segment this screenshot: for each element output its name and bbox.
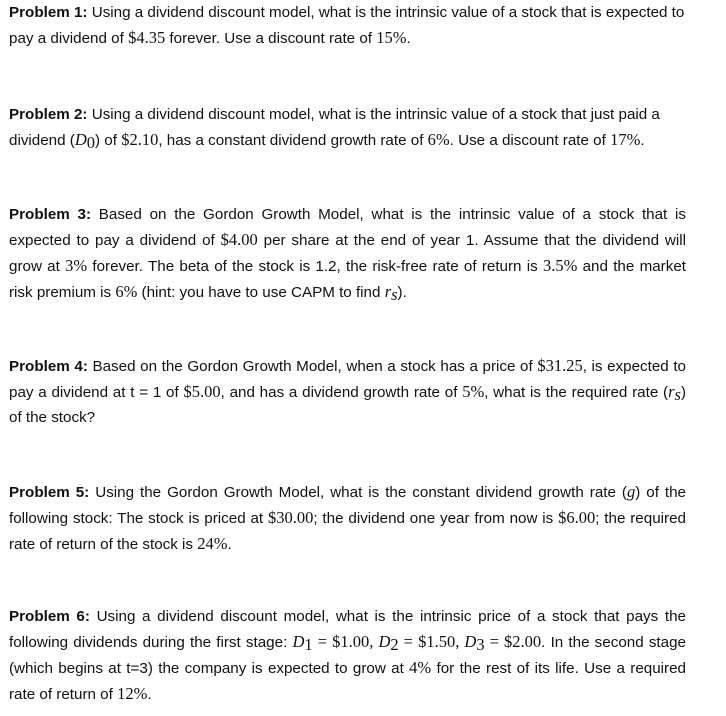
problem-6-d3-value: = $2.00 xyxy=(484,632,542,651)
problem-2-amount: $2.10 xyxy=(121,130,159,149)
problem-5-amount: $6.00 xyxy=(558,508,596,527)
problem-2-text: . Use a discount rate of xyxy=(449,132,611,149)
problem-6 xyxy=(9,604,686,707)
problem-3-text: forever. The beta of the stock is 1.2, the risk-free rate of return is xyxy=(87,258,543,275)
problem-3-symbol: r xyxy=(384,282,392,301)
problem-1-rate: 15% xyxy=(376,28,407,47)
problem-2-symbol: D xyxy=(74,130,87,149)
problem-3-risk-free: 3.5% xyxy=(542,256,578,275)
problem-3-growth: 3% xyxy=(65,256,88,275)
problem-4-text: ) of the stock? xyxy=(9,384,686,426)
problem-1-amount: $4.35 xyxy=(128,28,166,47)
problem-6-label: Problem 6: xyxy=(9,608,90,625)
problem-3 xyxy=(9,202,686,305)
problem-3-text: Based on the Gordon Growth Model, what is the intrinsic value of a stock that is expected to pay a dividend of xyxy=(9,206,686,249)
problem-5-text: Using the Gordon Growth Model, what is the constant dividend growth rate ( xyxy=(89,484,627,501)
problem-5-text: . xyxy=(227,536,232,553)
problem-1-text: Using a dividend discount model, what is the intrinsic value of a stock that is expected to pay a dividend of xyxy=(9,4,685,47)
problem-5-symbol: g xyxy=(626,482,636,501)
problem-3-premium: 6% xyxy=(115,282,138,301)
problem-5-text: ; the required rate of return of the stock is xyxy=(9,510,686,553)
problem-6-rate: 12% xyxy=(117,684,148,703)
problem-4-text: , is expected to pay a dividend at t = 1 of xyxy=(9,358,686,401)
problem-4-subscript: s xyxy=(674,385,681,404)
problem-6-d1-value: = $1.00, xyxy=(312,632,379,651)
problem-1-text: forever. Use a discount rate of xyxy=(165,30,377,47)
problem-2-text: ) of xyxy=(95,132,122,149)
problem-5-text: ) of the following stock: The stock is priced at xyxy=(9,484,686,527)
problem-2-rate: 17% xyxy=(610,130,641,149)
problem-2-growth: 6% xyxy=(427,130,450,149)
problem-4 xyxy=(9,353,686,430)
problem-4-price: $31.25 xyxy=(537,356,583,375)
problem-5-label: Problem 5: xyxy=(9,484,90,501)
problem-6-d1-symbol: D xyxy=(292,632,305,651)
problem-4-amount: $5.00 xyxy=(183,382,221,401)
problem-5-price: $30.00 xyxy=(268,508,314,527)
problem-2-text: . xyxy=(640,132,645,149)
problem-3-text: and the market risk premium is xyxy=(9,258,686,301)
problem-1 xyxy=(9,0,686,51)
problem-2-subscript: 0 xyxy=(86,133,96,152)
problem-3-amount: $4.00 xyxy=(220,230,258,249)
problem-5-rate: 24% xyxy=(197,534,228,553)
problem-6-d2-value: = $1.50, xyxy=(398,632,465,651)
problem-2 xyxy=(9,102,686,153)
problem-4-label: Problem 4: xyxy=(9,358,88,375)
problem-6-d2-subscript: 2 xyxy=(390,635,399,654)
problem-4-text: , and has a dividend growth rate of xyxy=(220,384,463,401)
problem-6-d1-subscript: 1 xyxy=(304,635,313,654)
problem-3-text: ). xyxy=(397,284,407,301)
problem-6-text: . In the second stage (which begins at t=3) the company is expected to grow at xyxy=(9,634,686,677)
problem-5 xyxy=(9,479,686,557)
problem-2-text: , has a constant dividend growth rate of xyxy=(158,132,428,149)
problem-6-growth: 4% xyxy=(409,658,432,677)
problem-5-text: ; the dividend one year from now is xyxy=(313,510,559,527)
problem-6-text: . xyxy=(147,686,152,703)
problem-2-label: Problem 2: xyxy=(9,106,88,123)
problem-1-text: . xyxy=(406,30,411,47)
problem-3-text: per share at the end of year 1. Assume that the dividend will grow at xyxy=(9,232,686,275)
problem-3-subscript: s xyxy=(391,285,398,304)
problem-4-text: , what is the required rate ( xyxy=(484,384,669,401)
problem-6-text: for the rest of its life. Use a required rate of return of xyxy=(9,660,686,703)
problem-3-text: (hint: you have to use CAPM to find xyxy=(137,284,385,301)
problem-4-growth: 5% xyxy=(462,382,485,401)
problem-4-text: Based on the Gordon Growth Model, when a stock has a price of xyxy=(87,358,538,375)
problem-6-d3-subscript: 3 xyxy=(476,635,485,654)
problem-4-symbol: r xyxy=(668,382,675,401)
problem-6-d2-symbol: D xyxy=(378,632,391,651)
problem-1-label: Problem 1: xyxy=(9,4,88,21)
problem-3-label: Problem 3: xyxy=(9,206,92,223)
problem-6-d3-symbol: D xyxy=(464,632,477,651)
problem-6-text: Using a dividend discount model, what is the intrinsic price of a stock that pays the following dividends during the first stage: xyxy=(9,608,686,651)
problem-2-text: Using a dividend discount model, what is the intrinsic value of a stock that just paid a dividend ( xyxy=(9,106,660,149)
